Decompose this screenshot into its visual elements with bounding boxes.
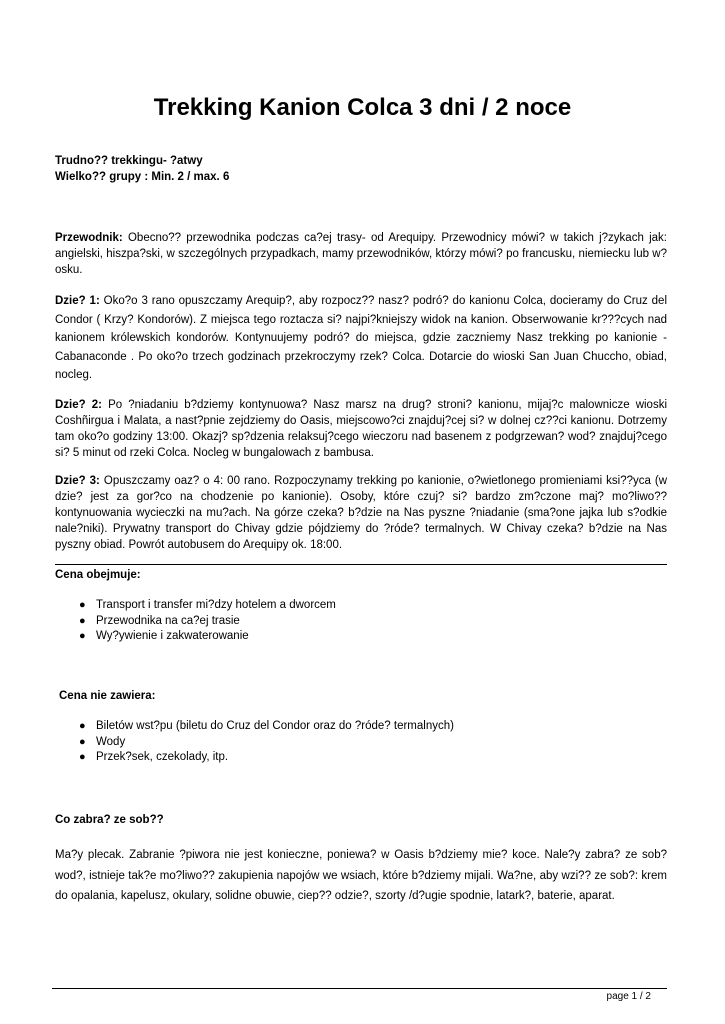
list-item: ● Transport i transfer mi?dzy hotelem a dworcem: [78, 598, 336, 614]
bullet-icon: ●: [79, 751, 86, 763]
footer-divider: [52, 988, 667, 989]
difficulty-line: Trudno?? trekkingu- ?atwy: [55, 155, 203, 167]
section-divider: [55, 564, 667, 565]
bullet-icon: ●: [79, 599, 86, 611]
bullet-icon: ●: [79, 735, 86, 748]
bullet-icon: ●: [79, 720, 86, 732]
page-title: Trekking Kanion Colca 3 dni / 2 noce: [153, 94, 572, 121]
includes-list: [78, 598, 336, 645]
list-item: ● Przek?sek, czekolady, itp.: [78, 750, 454, 766]
page-number: page 1 / 2: [606, 991, 651, 1002]
list-item: ● Wy?ywienie i zakwaterowanie: [78, 629, 336, 645]
guide-paragraph: [55, 230, 667, 278]
day-1-text: Oko?o 3 rano opuszczamy Arequip?, aby rozpocz?? nasz? podró? do kanionu Colca, docieramy do Cruz del Condor ( Krzy? Kondorów). Z miejsca tego roztacza si? najpi?kniejszy widok na kanion. Obserwowanie kr???cych nad kanionem królewskich kondorów. Kontynuujemy podró? do miejsca, gdzie zaczniemy Nasz trekking po kanionie - Cabanaconde . Po oko?o trzech godzinach przekroczymy rzek? Colca. Dotarcie do wioski San Juan Chuccho, obiad, nocleg.: [55, 295, 668, 381]
trip-meta: [55, 153, 229, 185]
list-item: ● Wody: [78, 735, 454, 751]
day-2-label: Dzie? 2:: [55, 399, 102, 411]
list-item: ● Przewodnika na ca?ej trasie: [78, 614, 336, 630]
day-1-label: Dzie? 1:: [55, 295, 100, 307]
bring-heading: Co zabra? ze sob??: [55, 814, 164, 826]
day-2-paragraph: [55, 397, 667, 461]
excludes-list: [78, 719, 454, 766]
guide-label: Przewodnik:: [55, 232, 123, 244]
day-3-text: Opuszczamy oaz? o 4: 00 rano. Rozpoczynamy trekking po kanionie, o?wietlonego promieniami ksi??yca (w dzie? jest za gor?co na chodzenie po kanionie). Osoby, które czuj? si? bardzo zm?czone maj? mo?liwo?? kontynuowania wycieczki na mu?ach. Na górze czeka? b?dzie na Nas pyszne ?niadanie (sma?one jajka lub s?odkie nale?niki). Prywatny transport do Chivay gdzie pójdziemy do ?róde? termalnych. W Chivay czeka? b?dzie na Nas pyszny obiad. Powrót autobusem do Arequipy ok. 18:00.: [55, 475, 667, 551]
day-3-paragraph: [55, 473, 667, 553]
bring-paragraph: Ma?y plecak. Zabranie ?piwora nie jest konieczne, poniewa? w Oasis b?dziemy mie? koce. Nale?y zabra? ze sob? wod?, istnieje tak?e mo?liwo?? zakupienia napojów we wsiach, które b?dziemy mijali. Wa?ne, aby wzi?? ze sob?: krem do opalania, kapelusz, okulary, solidne obuwie, ciep?? odzie?, szorty /d?ugie spodnie, latark?, baterie, aparat.: [55, 849, 667, 902]
guide-text: Obecno?? przewodnika podczas ca?ej trasy- od Arequipy. Przewodnicy mówi? w takich j?zykach jak: angielski, hiszpa?ski, w szczególnych przypadkach, mamy przewodników, którzy mówi? po francusku, niemiecku lub w?osku.: [55, 232, 667, 276]
day-1-paragraph: [55, 292, 667, 385]
excludes-heading: Cena nie zawiera:: [59, 690, 156, 702]
bullet-icon: ●: [79, 630, 86, 642]
group-size-line: Wielko?? grupy : Min. 2 / max. 6: [55, 171, 230, 183]
includes-heading: Cena obejmuje:: [55, 569, 141, 581]
list-item: ● Biletów wst?pu (biletu do Cruz del Condor oraz do ?róde? termalnych): [78, 719, 454, 735]
day-3-label: Dzie? 3:: [55, 475, 100, 487]
day-2-text: Po ?niadaniu b?dziemy kontynuowa? Nasz marsz na drug? stroni? kanionu, mijaj?c malownicze wioski Coshñirgua i Malata, a nast?pnie zejdziemy do Oasis, miejscowo?ci znajduj?cej si? w dolnej cz??ci kanionu. Dotrzemy tam oko?o godziny 13:00. Okazj? sp?dzenia relaksuj?cego wieczoru nad basenem z podgrzewan? wod? znajduj?cego si? 5 minut od rzeki Colca. Nocleg w bungalowach z bambusa.: [55, 399, 667, 459]
bullet-icon: ●: [79, 614, 86, 627]
